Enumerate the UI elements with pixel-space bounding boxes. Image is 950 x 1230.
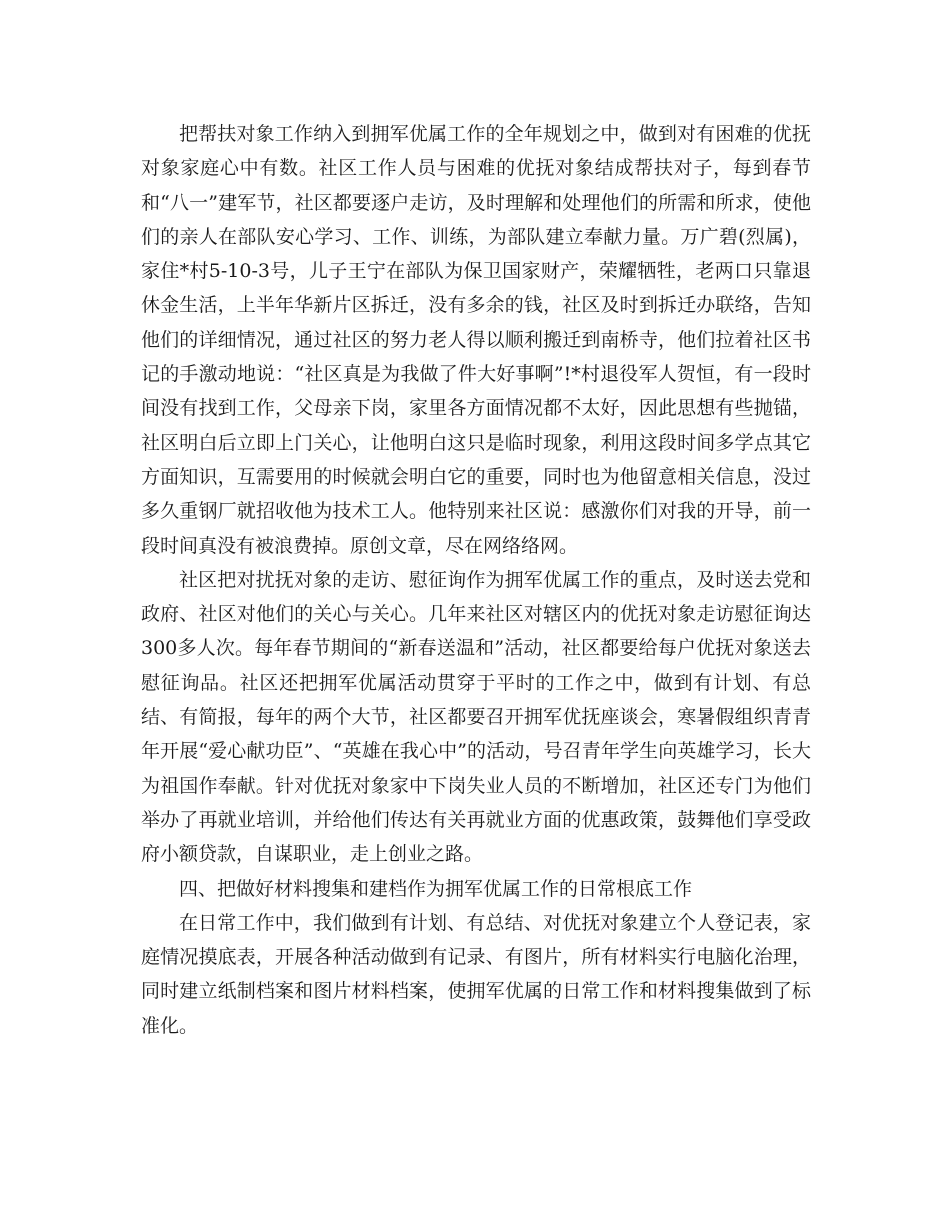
document-body <box>141 117 811 1043</box>
paragraph-support-targets: 把帮扶对象工作纳入到拥军优属工作的全年规划之中，做到对有困难的优抚对象家庭心中有数。社区工作人员与困难的优抚对象结成帮扶对子，每到春节和“八一”建军节，社区都要逐户走访，及时理解和处理他们的所需和所求，使他们的亲人在部队安心学习、工作、训练，为部队建立奉献力量。万广碧(烈属)，家住*村5-10-3号，儿子王宁在部队为保卫国家财产，荣耀牺牲，老两口只靠退休金生活，上半年华新片区拆迁，没有多余的钱，社区及时到拆迁办联络，告知他们的详细情况，通过社区的努力老人得以顺利搬迁到南桥寺，他们拉着社区书记的手激动地说：“社区真是为我做了件大好事啊”!*村退役军人贺恒，有一段时间没有找到工作，父母亲下岗，家里各方面情况都不太好，因此思想有些抛锚，社区明白后立即上门关心，让他明白这只是临时现象，利用这段时间多学点其它方面知识，互需要用的时候就会明白它的重要，同时也为他留意相关信息，没过多久重钢厂就招收他为技术工人。他特别来社区说：感激你们对我的开导，前一段时间真没有被浪费掉。原创文章，尽在网络络网。 <box>141 123 811 557</box>
section-heading-archiving: 四、把做好材料搜集和建档作为拥军优属工作的日常根底工作 <box>179 877 693 900</box>
paragraph-visits-condolences: 社区把对扰抚对象的走访、慰征询作为拥军优属工作的重点，及时送去党和政府、社区对他们的关心与关心。几年来社区对辖区内的优抚对象走访慰征询达300多人次。每年春节期间的“新春送温和”活动，社区都要给每户优抚对象送去慰征询品。社区还把拥军优属活动贯穿于平时的工作之中，做到有计划、有总结、有简报，每年的两个大节，社区都要召开拥军优抚座谈会，寒暑假组织青青年开展“爱心献功臣”、“英雄在我心中”的活动，号召青年学生向英雄学习，长大为祖国作奉献。针对优抚对象家中下岗失业人员的不断增加，社区还专门为他们举办了再就业培训，并给他们传达有关再就业方面的优惠政策，鼓舞他们享受政府小额贷款，自谋职业，走上创业之路。 <box>141 568 811 866</box>
paragraph-daily-work: 在日常工作中，我们做到有计划、有总结、对优抚对象建立个人登记表，家庭情况摸底表，开展各种活动做到有记录、有图片，所有材料实行电脑化治理，同时建立纸制档案和图片材料档案，使拥军优属的日常工作和材料搜集做到了标准化。 <box>141 911 811 1037</box>
